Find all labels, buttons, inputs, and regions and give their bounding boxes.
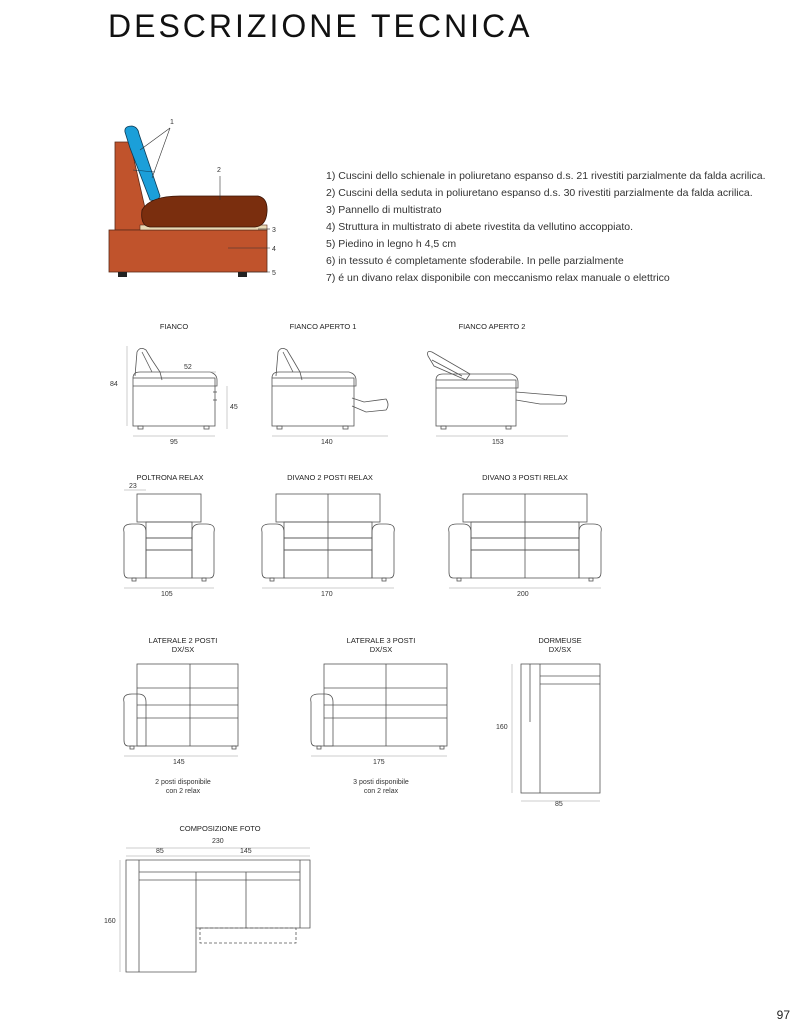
dim-divano-3-width: 200: [517, 591, 529, 598]
label-fianco-aperto-1: FIANCO APERTO 1: [289, 322, 357, 331]
spec-item: 4) Struttura in multistrato di abete rivestita da vellutino accoppiato.: [326, 221, 633, 233]
divano-2-drawing: [262, 494, 395, 588]
dim-fianco-seat-height: 45: [230, 404, 238, 411]
note-laterale-3-line2: con 2 relax: [363, 788, 399, 795]
laterale-3-drawing: [311, 664, 447, 756]
dim-aperto-1-width: 140: [321, 439, 333, 446]
label-laterale-3-title: LATERALE 3 POSTI: [346, 636, 416, 645]
dim-composizione-left: 85: [156, 848, 164, 855]
poltrona-drawing: [124, 490, 215, 588]
label-dormeuse-sub: DX/SX: [548, 645, 572, 654]
label-dormeuse: [520, 636, 600, 654]
dim-composizione-total: 230: [212, 838, 224, 845]
dim-dormeuse-width: 85: [555, 801, 563, 808]
page-number: 97: [776, 1008, 790, 1022]
label-laterale-2-sub: DX/SX: [171, 645, 195, 654]
dim-fianco-height: 84: [110, 381, 118, 388]
dim-poltrona-arm: 23: [129, 483, 137, 490]
fianco-aperto-1-drawing: [272, 348, 388, 436]
dim-fianco-width: 95: [170, 439, 178, 446]
label-laterale-2: [133, 636, 233, 654]
spec-item: 6) in tessuto é completamente sfoderabile. In pelle parzialmente: [326, 255, 624, 267]
note-laterale-3-line1: 3 posti disponibile: [353, 779, 409, 786]
label-fianco-aperto-2: FIANCO APERTO 2: [458, 322, 526, 331]
note-laterale-2-line1: 2 posti disponibile: [155, 779, 211, 786]
label-laterale-3-sub: DX/SX: [369, 645, 393, 654]
label-poltrona: POLTRONA RELAX: [136, 473, 204, 482]
dim-laterale-3-width: 175: [373, 759, 385, 766]
dim-dormeuse-depth: 160: [496, 724, 508, 731]
fianco-aperto-2-drawing: [428, 352, 569, 437]
page-title: DESCRIZIONE TECNICA: [108, 8, 533, 44]
label-dormeuse-title: DORMEUSE: [538, 636, 582, 645]
spec-item: 5) Piedino in legno h 4,5 cm: [326, 238, 457, 250]
composizione-drawing: [120, 848, 310, 972]
note-laterale-3: [331, 778, 431, 796]
label-divano-3: DIVANO 3 POSTI RELAX: [482, 473, 568, 482]
fianco-drawing: [127, 346, 227, 436]
note-laterale-2-line2: con 2 relax: [165, 788, 201, 795]
label-divano-2: DIVANO 2 POSTI RELAX: [287, 473, 373, 482]
spec-item: 7) é un divano relax disponibile con meccanismo relax manuale o elettrico: [326, 272, 670, 284]
dim-poltrona-width: 105: [161, 591, 173, 598]
dim-laterale-2-width: 145: [173, 759, 185, 766]
callout-1: 1: [170, 119, 174, 126]
spec-item: 3) Pannello di multistrato: [326, 204, 442, 216]
callout-4: 4: [272, 246, 276, 253]
dim-aperto-2-width: 153: [492, 439, 504, 446]
label-composizione: COMPOSIZIONE FOTO: [179, 824, 261, 833]
spec-item: 2) Cuscini della seduta in poliuretano espanso d.s. 30 rivestiti parzialmente da falda acrilica.: [326, 187, 753, 199]
callout-3: 3: [272, 227, 276, 234]
laterale-2-drawing: [124, 664, 238, 756]
dormeuse-drawing: [512, 664, 600, 801]
dim-fianco-seat-depth: 52: [184, 364, 192, 371]
dim-composizione-right: 145: [240, 848, 252, 855]
label-laterale-3: [331, 636, 431, 654]
dim-divano-2-width: 170: [321, 591, 333, 598]
label-laterale-2-title: LATERALE 2 POSTI: [148, 636, 218, 645]
divano-3-drawing: [449, 494, 602, 588]
note-laterale-2: [133, 778, 233, 796]
spec-item: 1) Cuscini dello schienale in poliuretano espanso d.s. 21 rivestiti parzialmente da falda acrilica.: [326, 170, 766, 182]
callout-5: 5: [272, 270, 276, 277]
label-fianco: FIANCO: [159, 322, 189, 331]
dim-composizione-depth: 160: [104, 918, 116, 925]
callout-2: 2: [217, 167, 221, 174]
